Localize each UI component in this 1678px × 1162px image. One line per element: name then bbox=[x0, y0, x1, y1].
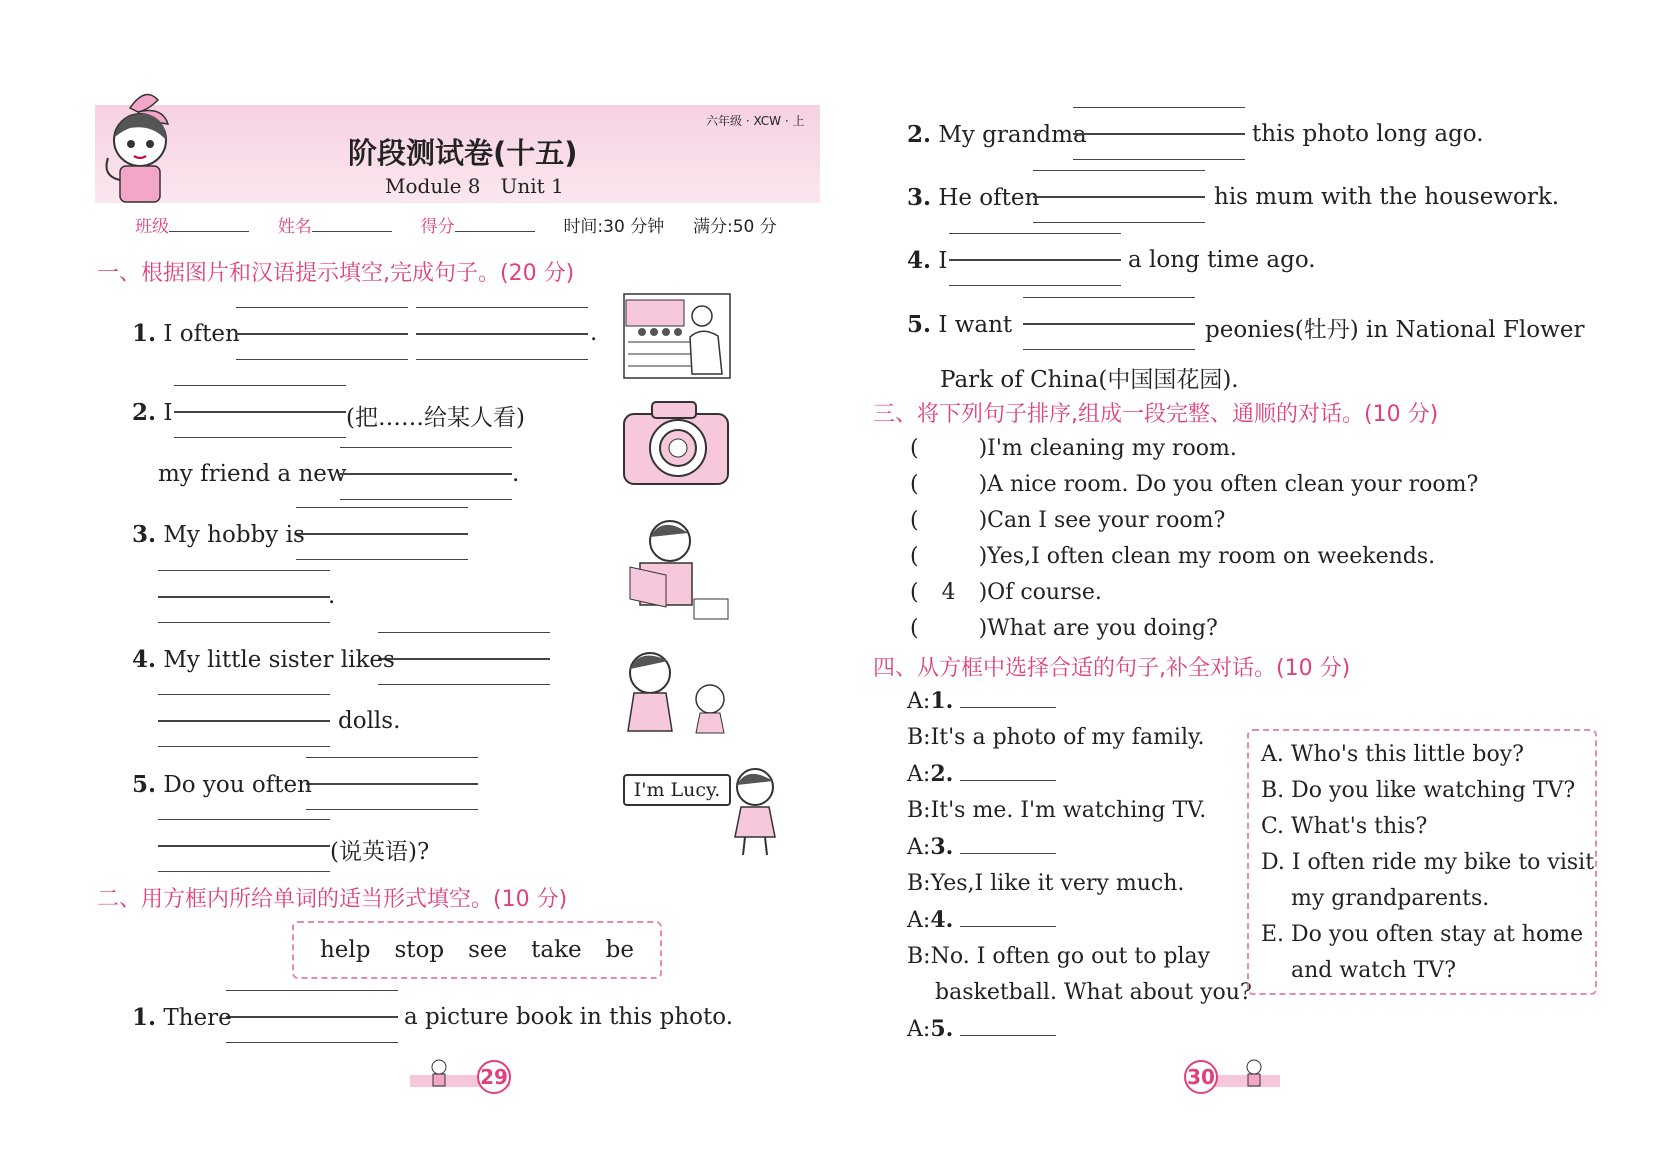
q-text-after: a picture book in this photo. bbox=[404, 1004, 734, 1030]
dialog-blank[interactable] bbox=[960, 908, 1056, 927]
page-subtitle: Module 8 Unit 1 bbox=[385, 174, 564, 198]
option-a: A. Who's this little boy? bbox=[1261, 742, 1524, 767]
answer-blank[interactable] bbox=[174, 385, 346, 437]
word-see: see bbox=[468, 937, 508, 963]
girl-with-doll-icon bbox=[620, 645, 735, 744]
hint-show: (把……给某人看) bbox=[346, 405, 525, 431]
answer-blank[interactable] bbox=[158, 694, 330, 746]
ordering-item: ( )What are you doing? bbox=[910, 616, 1218, 641]
score-field[interactable] bbox=[455, 215, 535, 232]
answer-blank[interactable] bbox=[1033, 170, 1205, 222]
score-label: 得分 bbox=[420, 217, 455, 237]
s2-question-4 bbox=[907, 247, 947, 274]
word-stop: stop bbox=[394, 937, 445, 963]
word-box bbox=[292, 921, 662, 979]
bubble-text: I'm Lucy. bbox=[633, 779, 721, 801]
footer-mascot-icon bbox=[1243, 1058, 1265, 1088]
page-number-left-text: 29 bbox=[480, 1065, 508, 1089]
answer-blank[interactable] bbox=[949, 233, 1121, 285]
dialog-line: B:No. I often go out to play bbox=[907, 944, 1211, 969]
period: . bbox=[512, 461, 520, 487]
s2-question-2 bbox=[907, 121, 1087, 148]
q-text-after: peonies(牡丹) in National Flower bbox=[1205, 317, 1585, 343]
answer-blank[interactable] bbox=[158, 570, 330, 622]
section4-title: 四、从方框中选择合适的句子,补全对话。(10 分) bbox=[873, 656, 1351, 681]
q4-tail: dolls. bbox=[338, 708, 401, 734]
s1-question-5 bbox=[132, 771, 312, 798]
dialog-blank[interactable] bbox=[960, 1017, 1056, 1036]
s2-question-3 bbox=[907, 184, 1039, 211]
q-text: He often bbox=[938, 185, 1040, 211]
class-label: 班级 bbox=[135, 217, 169, 237]
footer-mascot-icon bbox=[428, 1058, 450, 1088]
s1-question-2 bbox=[132, 399, 172, 426]
q2-line2: my friend a new bbox=[158, 461, 347, 487]
s1-question-3 bbox=[132, 521, 305, 548]
page-number-left bbox=[477, 1060, 511, 1094]
dialog-blank[interactable] bbox=[960, 762, 1056, 781]
answer-blank[interactable] bbox=[158, 819, 330, 871]
q-text: I bbox=[163, 400, 173, 426]
page-number-right bbox=[1184, 1060, 1218, 1094]
full-score: 满分:50 分 bbox=[693, 217, 777, 237]
q-text: My grandma bbox=[938, 122, 1087, 148]
period: . bbox=[590, 320, 598, 346]
option-d: D. I often ride my bike to visit bbox=[1261, 850, 1595, 875]
boy-reading-icon bbox=[622, 515, 732, 629]
page-title: 阶段测试卷(十五) bbox=[348, 136, 578, 170]
option-e: E. Do you often stay at home bbox=[1261, 922, 1584, 947]
dialog-line: basketball. What about you? bbox=[935, 980, 1252, 1005]
answer-blank[interactable] bbox=[306, 757, 478, 809]
section2-title: 二、用方框内所给单词的适当形式填空。(10 分) bbox=[97, 887, 568, 912]
ordering-list bbox=[910, 431, 1478, 647]
q-text: I want bbox=[938, 312, 1013, 338]
dialog-line: A:1. bbox=[907, 683, 1252, 720]
name-field[interactable] bbox=[312, 215, 392, 232]
class-field[interactable] bbox=[169, 215, 249, 232]
grade-tag: 六年级 · XCW · 上 bbox=[706, 114, 805, 128]
dialog-blank[interactable] bbox=[960, 835, 1056, 854]
dialog-line: A:2. bbox=[907, 756, 1252, 793]
dialog-line: B:It's a photo of my family. bbox=[907, 725, 1205, 750]
option-b: B. Do you like watching TV? bbox=[1261, 778, 1576, 803]
section3-title: 三、将下列句子排序,组成一段完整、通顺的对话。(10 分) bbox=[873, 402, 1439, 427]
option-c: C. What's this? bbox=[1261, 814, 1428, 839]
q-number: 2. bbox=[132, 399, 157, 426]
dialog-line: B:It's me. I'm watching TV. bbox=[907, 798, 1207, 823]
dialog-line: A:4. bbox=[907, 902, 1252, 939]
s2-question-1 bbox=[132, 1004, 232, 1031]
s2-question-5 bbox=[907, 311, 1012, 338]
answer-blank[interactable] bbox=[1073, 107, 1245, 159]
word-take: take bbox=[531, 937, 582, 963]
hint-speak-english: (说英语)? bbox=[330, 839, 430, 865]
option-d-cont: my grandparents. bbox=[1291, 886, 1490, 911]
q-text-after: a long time ago. bbox=[1128, 247, 1316, 273]
section1-title: 一、根据图片和汉语提示填空,完成句子。(20 分) bbox=[97, 261, 575, 286]
classroom-picture-icon bbox=[622, 292, 732, 384]
q-number: 1. bbox=[132, 320, 157, 347]
ordering-item: ( 4 )Of course. bbox=[910, 575, 1478, 611]
s1-question-4 bbox=[132, 646, 395, 673]
answer-blank[interactable] bbox=[296, 507, 468, 559]
answer-blank[interactable] bbox=[340, 447, 512, 499]
dialog-blank[interactable] bbox=[960, 689, 1056, 708]
q-number: 4. bbox=[132, 646, 157, 673]
word-be: be bbox=[605, 937, 635, 963]
ordering-item: ( )Yes,I often clean my room on weekends. bbox=[910, 544, 1436, 569]
dialog-line: B:Yes,I like it very much. bbox=[907, 871, 1185, 896]
dialog bbox=[907, 683, 1252, 1048]
dialog-line: A:3. bbox=[907, 829, 1252, 866]
camera-icon bbox=[622, 398, 732, 492]
info-row bbox=[135, 212, 777, 237]
q-text: I often bbox=[163, 321, 240, 347]
ordering-item: ( )I'm cleaning my room. bbox=[910, 436, 1237, 461]
q-number: 4. bbox=[907, 247, 932, 274]
girl-lucy-icon bbox=[725, 765, 785, 864]
options-box bbox=[1247, 729, 1597, 995]
option-e-cont: and watch TV? bbox=[1291, 958, 1456, 983]
ordering-item: ( )Can I see your room? bbox=[910, 508, 1226, 533]
answer-blank[interactable] bbox=[416, 307, 588, 359]
q-number: 3. bbox=[132, 521, 157, 548]
answer-blank[interactable] bbox=[236, 307, 408, 359]
answer-blank[interactable] bbox=[226, 990, 398, 1042]
q-text: I bbox=[938, 248, 948, 274]
s1-question-1 bbox=[132, 320, 240, 347]
q-number: 2. bbox=[907, 121, 932, 148]
q-number: 5. bbox=[132, 771, 157, 798]
q-text: There bbox=[163, 1005, 232, 1031]
q-number: 1. bbox=[132, 1004, 157, 1031]
answer-blank[interactable] bbox=[378, 632, 550, 684]
page-number-right-text: 30 bbox=[1187, 1065, 1215, 1089]
ordering-item: ( )A nice room. Do you often clean your room? bbox=[910, 472, 1479, 497]
dialog-line: A:5. bbox=[907, 1011, 1252, 1048]
time-limit: 时间:30 分钟 bbox=[563, 217, 665, 237]
period: . bbox=[328, 583, 336, 609]
answer-blank[interactable] bbox=[1023, 297, 1195, 349]
word-help: help bbox=[319, 937, 371, 963]
order-slot[interactable]: 4 bbox=[941, 580, 956, 605]
speech-bubble bbox=[623, 774, 731, 806]
q-text: My little sister likes bbox=[163, 647, 395, 673]
name-label: 姓名 bbox=[277, 217, 312, 237]
q5-line2: Park of China(中国国花园). bbox=[940, 367, 1239, 393]
q-text-after: this photo long ago. bbox=[1252, 121, 1484, 147]
q-number: 3. bbox=[907, 184, 932, 211]
q-text: Do you often bbox=[163, 772, 312, 798]
q-text-after: his mum with the housework. bbox=[1214, 184, 1560, 210]
girl-mascot-icon bbox=[90, 88, 185, 206]
q-text: My hobby is bbox=[163, 522, 305, 548]
q-number: 5. bbox=[907, 311, 932, 338]
